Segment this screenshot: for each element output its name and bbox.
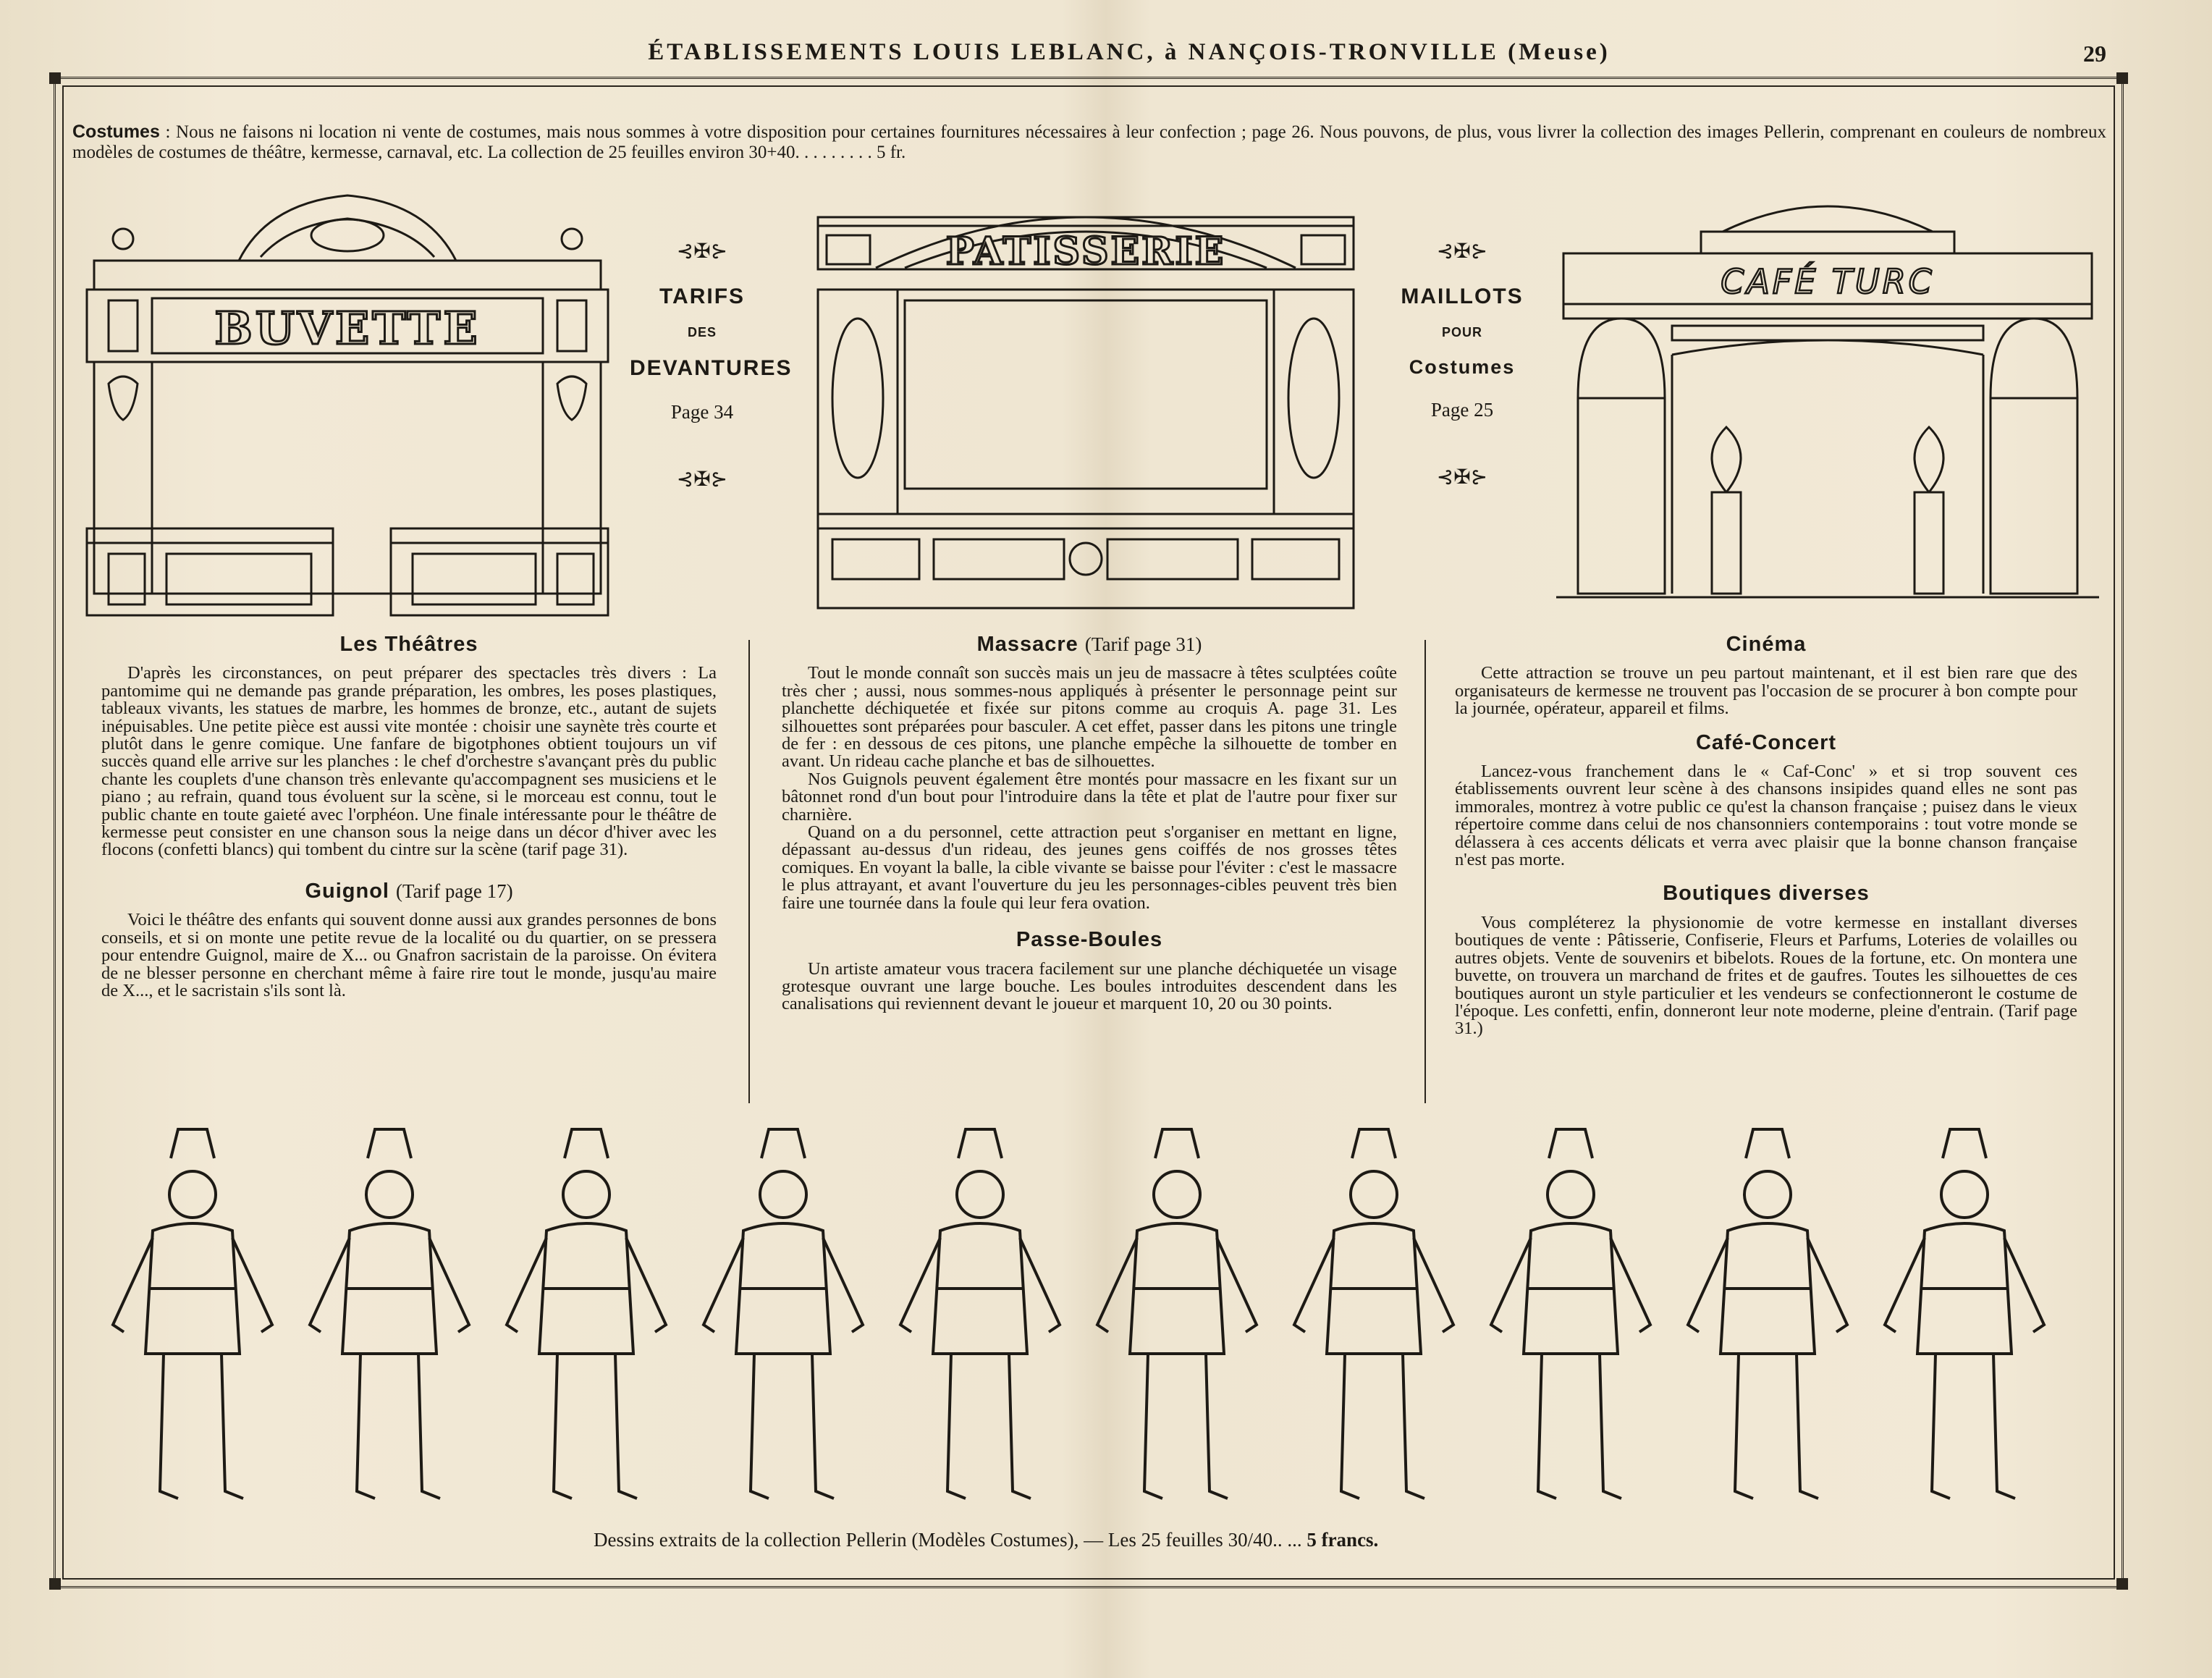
text-boutiques: Vous compléterez la physionomie de votre kermesse en installant diverses boutiques de vente : Pâtisserie, Confiserie, Fleurs et Parfums, Loteries de volailles ou autres objets. Vente de souvenirs et bibelots. Roues de la fortune, etc. On montera une buvette, on trouvera un marchand de frites et de gaufres. Toutes les silhouettes de ces boutiques auront un style particulier et les vendeurs se confectionneront le costume de l'époque. Les confetti, enfin, donneront leur note moderne, pleine d'entrain. (Tarif page 31.) xyxy=(1455,912,2077,1039)
buvette-sign: BUVETTE xyxy=(214,302,481,355)
tarifs-devantures-box xyxy=(630,239,793,513)
column-massacre xyxy=(782,631,1397,1013)
costume-figure xyxy=(704,1129,863,1498)
heading-guignol xyxy=(101,879,717,903)
patisserie-sign: PATISSERIE xyxy=(945,229,1226,274)
text-massacre-3: Quand on a du personnel, cette attraction peut s'organiser en mettant en ligne, dépassant au-dessus d'un rideau, des jeunes gens coiffés de nos grosses têtes comiques. En voyant la balle, la cible vivante se baisse pour l'éviter : c'est le massacre le plus attrayant, et avant l'ouverture du jeu les personnages-cibles peuvent très bien faire une tournée dans la foule qui leur fera ovation. xyxy=(782,822,1397,913)
column-theatres xyxy=(101,631,717,1000)
text-theatres: D'après les circonstances, on peut préparer des spectacles très divers : La pantomime qui ne demande pas grande préparation, les ombres, les poses plastiques, tableaux vivants, les statues de marbre, les hommes de bronze, etc., autant de sujets inépuisables. Une petite pièce est aussi vite montée : choisir une saynète très courte et plutôt dans le genre comique. Une fanfare de bigotphones obtient toujours un vif succès quand elle arrive sur les planches : le chef d'orchestre s'avançant près du public chante les couplets d'une chanson très enlevante qu'accompagnent ses musiciens et le piano ; au refrain, quand tous évoluent sur la scène, si le morceau est connu, tout le public chante en toute gaieté avec l'orphéon. Une finale intéressante pour le théâtre de kermesse peut consister en une chanson sous la neige dans un décor d'hiver avec les flocons (confetti blancs) qui tombent du cintre sur la scène (tarif page 31). xyxy=(101,663,717,860)
column-divider xyxy=(1424,640,1426,1103)
costumes-intro xyxy=(72,122,2106,163)
page-number: 29 xyxy=(2083,41,2106,67)
corner-ornament xyxy=(49,72,61,84)
massacre-title: Massacre xyxy=(976,633,1078,656)
costumes-label: Costumes xyxy=(1409,356,1516,378)
des-label: DES xyxy=(687,325,717,340)
costume-figure xyxy=(1688,1129,1847,1498)
cafe-turc-sign: CAFÉ TURC xyxy=(1721,262,1935,301)
heading-theatres: Les Théâtres xyxy=(339,633,478,656)
costume-figures-illustration xyxy=(94,1115,2063,1520)
cafe-turc-illustration xyxy=(1556,181,2099,601)
text-passe-boules: Un artiste amateur vous tracera facilement sur une planche déchiquetée un visage grotesque ouvrant une large bouche. Les boules introduites descendent dans les canalisations qui reviennent devant le joueur et marquent 10, 20 ou 30 points. xyxy=(782,958,1397,1014)
buvette-illustration xyxy=(80,174,615,623)
maillots-label: MAILLOTS xyxy=(1401,284,1524,308)
patisserie-illustration xyxy=(811,181,1361,623)
heading-passe-boules: Passe-Boules xyxy=(1016,928,1163,952)
maillots-costumes-box xyxy=(1390,239,1535,510)
page-header: ÉTABLISSEMENTS LOUIS LEBLANC, à NANÇOIS-TRONVILLE (Meuse) xyxy=(648,39,1611,65)
costume-figure xyxy=(113,1129,272,1498)
corner-ornament xyxy=(49,1578,61,1590)
devantures-label: DEVANTURES xyxy=(630,356,793,380)
caption-price: 5 francs. xyxy=(1306,1529,1379,1551)
scroll-ornament-icon: ⊰✠⊱ xyxy=(1436,465,1488,488)
scroll-ornament-icon: ⊰✠⊱ xyxy=(676,468,728,490)
text-massacre-2: Nos Guignols peuvent également être montés pour massacre en les fixant sur un bâtonnet rond d'un bout pour l'introduire dans la tête et plat de l'autre pour fixer sur charnière. xyxy=(782,769,1397,825)
costume-figure xyxy=(1294,1129,1453,1498)
figures-caption xyxy=(594,1529,1621,1551)
column-divider xyxy=(748,640,750,1103)
text-cafe-concert: Lancez-vous franchement dans le « Caf-Conc' » et si trop souvent ces établissements ouvrent leur scène à des chansons insipides quand elles ne sont pas immorales, montrez à votre public ce qu'est la chanson française ; puisez dans le vieux répertoire comme dans celui de nos chansonniers contemporains : tout votre monde se délassera à ces accents délicats et verra avec plaisir que la bonne chanson française n'est pas morte. xyxy=(1455,762,2077,870)
scroll-ornament-icon: ⊰✠⊱ xyxy=(676,240,728,262)
guignol-title: Guignol xyxy=(305,879,389,903)
costume-figure xyxy=(1491,1129,1650,1498)
text-massacre-1: Tout le monde connaît son succès mais un jeu de massacre à têtes sculptées coûte très cher ; aussi, nous sommes-nous appliqués à présenter le personnage peint sur planchette déchiquetée et fixée sur pitons comme au croquis A. page 31. Les silhouettes sont préparées pour basculer. A cet effet, passer dans les pitons une tringle de fer : en dessous de ces pitons, une planche empêche la silhouette de tomber en avant. Un rideau cache planche et bas de silhouettes. xyxy=(782,663,1397,772)
costume-figure xyxy=(507,1129,666,1498)
costume-figure xyxy=(900,1129,1060,1498)
text-cinema: Cette attraction se trouve un peu partout maintenant, et il est bien rare que des organisateurs de kermesse ne trouvent pas l'occasion de se procurer à bon compte pour la journée, opérateur, appareil et films. xyxy=(1455,663,2077,719)
costumes-text: : Nous ne faisons ni location ni vente de costumes, mais nous sommes à votre disposition pour certaines fournitures nécessaires à leur confection ; page 26. Nous pouvons, de plus, vous livrer la collection des images Pellerin, comprenant en couleurs de nombreux modèles de costumes de théâtre, kermesse, carnaval, etc. La collection de 25 feuilles environ 30+40. . . . . . . . . 5 fr. xyxy=(72,122,2106,162)
guignol-tarif: (Tarif page 17) xyxy=(396,880,513,902)
heading-cafe-concert: Café-Concert xyxy=(1695,730,1837,754)
corner-ornament xyxy=(2116,72,2128,84)
massacre-tarif: (Tarif page 31) xyxy=(1084,633,1202,655)
costume-figure xyxy=(1885,1129,2044,1498)
heading-cinema: Cinéma xyxy=(1726,633,1807,656)
heading-massacre xyxy=(782,633,1397,656)
pour-label: POUR xyxy=(1441,325,1482,340)
devantures-page: Page 34 xyxy=(670,401,734,423)
costumes-lead: Costumes xyxy=(72,122,160,142)
text-guignol: Voici le théâtre des enfants qui souvent donne aussi aux grandes personnes de bons conseils, et si on monte une petite revue de la localité ou du quartier, on se pressera pour entendre Guignol, maire de X... ou Gnafron sacristain de la paroisse. On évitera de ne blesser personne en cherchant même à faire rire tout le monde, jusqu'au maire de X..., et le sacristain s'ils sont là. xyxy=(101,910,717,1000)
scroll-ornament-icon: ⊰✠⊱ xyxy=(1436,240,1488,262)
heading-boutiques: Boutiques diverses xyxy=(1663,882,1870,906)
corner-ornament xyxy=(2116,1578,2128,1590)
costume-figure xyxy=(310,1129,469,1498)
maillots-page: Page 25 xyxy=(1430,399,1494,421)
caption-text: Dessins extraits de la collection Pellerin (Modèles Costumes), — Les 25 feuilles 30/40.. ... xyxy=(594,1529,1302,1551)
tarifs-label: TARIFS xyxy=(659,284,746,308)
costume-figure xyxy=(1097,1129,1257,1498)
column-cinema xyxy=(1455,631,2077,1038)
